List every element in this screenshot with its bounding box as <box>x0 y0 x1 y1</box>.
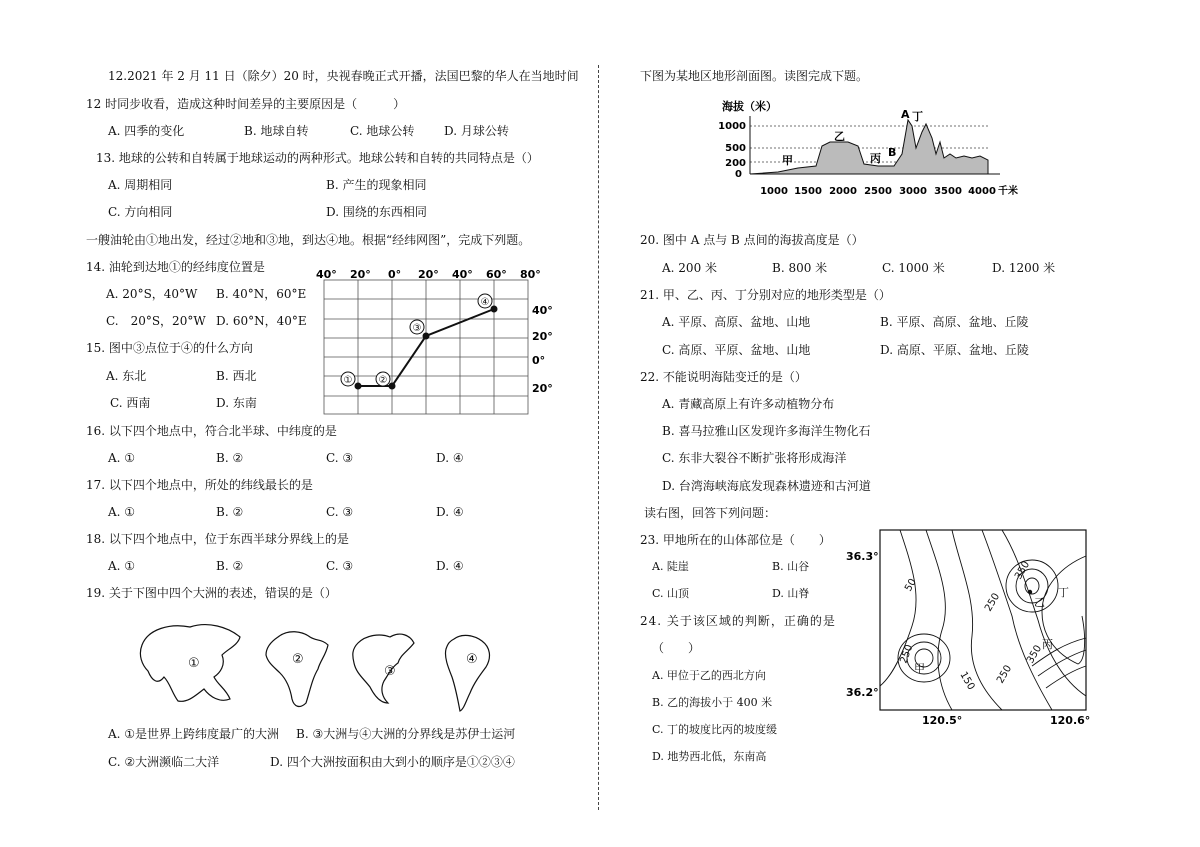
q22-option-b[interactable]: B. 喜马拉雅山区发现许多海洋生物化石 <box>662 424 871 438</box>
q12-option-c[interactable]: C. 地球公转 <box>350 124 415 138</box>
profile-xtick: 1500 <box>794 186 822 197</box>
profile-xtick: 3500 <box>934 186 962 197</box>
q21-option-c[interactable]: C. 高原、平原、盆地、山地 <box>662 343 811 357</box>
lon-labels <box>316 268 541 281</box>
q19-option-a[interactable]: A. ①是世界上跨纬度最广的大洲 <box>108 727 280 741</box>
q18-option-a[interactable]: A. ① <box>108 559 136 573</box>
contour-place-jia: 甲 <box>914 662 925 675</box>
q17-option-a[interactable]: A. ① <box>108 505 136 519</box>
q22-option-d[interactable]: D. 台湾海峡海底发现森林遗迹和古河道 <box>662 479 871 493</box>
q12-stem-line1: 12.2021 年 2 月 11 日（除夕）20 时，央视春晚正式开播，法国巴黎的华人在当地时间 <box>108 69 579 83</box>
continent-label-2: ② <box>292 652 304 667</box>
q23-stem: 23. 甲地所在的山体部位是（ ） <box>640 533 831 547</box>
lon-label: 40° <box>452 268 473 281</box>
q14-stem: 14. 油轮到达地①的经纬度位置是 <box>86 260 265 274</box>
lon-label: 20° <box>418 268 439 281</box>
q13-option-b[interactable]: B. 产生的现象相同 <box>326 178 427 192</box>
q14-option-d[interactable]: D. 60°N，40°E <box>216 314 307 328</box>
q22-stem: 22. 不能说明海陆变迁的是（） <box>640 370 807 384</box>
q15-option-d[interactable]: D. 东南 <box>216 396 257 410</box>
profile-ytick: 0 <box>735 169 742 180</box>
q17-option-c[interactable]: C. ③ <box>326 505 354 519</box>
lat-label: 40° <box>532 304 553 317</box>
lon-label: 0° <box>388 268 402 281</box>
profile-ytick: 1000 <box>718 121 746 132</box>
q24-option-a[interactable]: A. 甲位于乙的西北方向 <box>652 669 766 682</box>
q23-option-b[interactable]: B. 山谷 <box>772 560 810 573</box>
lon-label: 80° <box>520 268 541 281</box>
profile-xtick: 1000 <box>760 186 788 197</box>
q16-stem: 16. 以下四个地点中，符合北半球、中纬度的是 <box>86 424 337 438</box>
continent-label-1: ① <box>188 656 200 671</box>
profile-label-bing: 丙 <box>870 152 881 165</box>
grid-lines <box>324 280 528 414</box>
profile-ytick: 200 <box>725 158 746 169</box>
q20-option-d[interactable]: D. 1200 米 <box>992 261 1056 275</box>
q17-stem: 17. 以下四个地点中，所处的纬线最长的是 <box>86 478 313 492</box>
q18-option-d[interactable]: D. ④ <box>436 559 464 573</box>
q14-option-b[interactable]: B. 40°N，60°E <box>216 287 307 301</box>
q18-option-c[interactable]: C. ③ <box>326 559 354 573</box>
contour-lat-label: 36.3° <box>846 550 879 563</box>
q15-option-c[interactable]: C. 西南 <box>110 396 151 410</box>
q15-option-b[interactable]: B. 西北 <box>216 369 257 383</box>
q14-option-c[interactable]: C. 20°S，20°W <box>106 314 206 328</box>
q15-stem: 15. 图中③点位于④的什么方向 <box>86 341 253 355</box>
q18-option-b[interactable]: B. ② <box>216 559 244 573</box>
point-1-label: ① <box>343 375 353 386</box>
q20-option-a[interactable]: A. 200 米 <box>662 261 718 275</box>
q20-stem: 20. 图中 A 点与 B 点间的海拔高度是（） <box>640 233 864 247</box>
lat-lon-grid-figure <box>310 268 562 418</box>
profile-label-jia: 甲 <box>782 154 793 167</box>
lon-label: 40° <box>316 268 337 281</box>
q21-stem: 21. 甲、乙、丙、丁分别对应的地形类型是（） <box>640 288 891 302</box>
q21-option-d[interactable]: D. 高原、平原、盆地、丘陵 <box>880 343 1029 357</box>
q19-option-b[interactable]: B. ③大洲与④大洲的分界线是苏伊士运河 <box>296 727 516 741</box>
lon-label: 20° <box>350 268 371 281</box>
q24-paren: （ ） <box>652 641 701 655</box>
contour-value: 150 <box>957 670 977 693</box>
point-4-dot <box>491 306 498 313</box>
lat-label: 20° <box>532 330 553 343</box>
q21-option-a[interactable]: A. 平原、高原、盆地、山地 <box>662 315 811 329</box>
profile-label-b: B <box>888 146 897 159</box>
profile-ytick: 500 <box>725 143 746 154</box>
q15-option-a[interactable]: A. 东北 <box>106 369 147 383</box>
contour-lon-label: 120.5° <box>922 714 963 726</box>
africa-outline <box>266 632 328 707</box>
point-2-dot <box>389 383 396 390</box>
q24-option-d[interactable]: D. 地势西北低，东南高 <box>652 750 767 763</box>
point-3-label: ③ <box>412 323 422 334</box>
q18-stem: 18. 以下四个地点中，位于东西半球分界线上的是 <box>86 532 349 546</box>
profile-xtick: 2500 <box>864 186 892 197</box>
point-4-label: ④ <box>480 297 490 308</box>
q22-option-c[interactable]: C. 东非大裂谷不断扩张将形成海洋 <box>662 451 847 465</box>
q16-option-c[interactable]: C. ③ <box>326 451 354 465</box>
profile-ylabel: 海拔（米） <box>722 100 777 113</box>
contour-lat-label: 36.2° <box>846 686 879 699</box>
continent-label-3: ③ <box>384 664 396 679</box>
q13-stem: 13. 地球的公转和自转属于地球运动的两种形式。地球公转和自转的共同特点是（） <box>96 151 539 165</box>
profile-xtick: 3000 <box>899 186 927 197</box>
contour-place-bing: 丙 <box>1042 638 1053 651</box>
profile-label-a: A <box>901 108 910 121</box>
profile-label-yi: 乙 <box>834 130 845 143</box>
q17-option-d[interactable]: D. ④ <box>436 505 464 519</box>
q20-option-b[interactable]: B. 800 米 <box>772 261 828 275</box>
intro-14: 一艘油轮由①地出发，经过②地和③地，到达④地。根据“经纬网图”，完成下列题。 <box>86 233 531 247</box>
contour-value: 250 <box>898 643 916 666</box>
q24-option-c[interactable]: C. 丁的坡度比丙的坡度缓 <box>652 723 778 736</box>
q23-option-c[interactable]: C. 山顶 <box>652 587 690 600</box>
contour-place-ding: 丁 <box>1058 586 1069 599</box>
lon-label: 60° <box>486 268 507 281</box>
q20-option-c[interactable]: C. 1000 米 <box>882 261 945 275</box>
q12-option-a[interactable]: A. 四季的变化 <box>108 124 185 138</box>
q12-stem-line2: 12 时同步收看，造成这种时间差异的主要原因是（ ） <box>86 97 406 111</box>
south-america-outline <box>445 635 489 711</box>
contour-value: 350 <box>1025 643 1045 666</box>
column-divider <box>598 65 599 810</box>
q13-option-a[interactable]: A. 周期相同 <box>108 178 173 192</box>
intro-23: 读右图，回答下列问题： <box>644 506 777 520</box>
q24-option-b[interactable]: B. 乙的海拔小于 400 米 <box>652 696 773 709</box>
contour-map-figure <box>842 526 1092 726</box>
q21-option-b[interactable]: B. 平原、高原、盆地、丘陵 <box>880 315 1029 329</box>
q22-option-a[interactable]: A. 青藏高原上有许多动植物分布 <box>662 397 835 411</box>
lat-labels <box>532 304 553 395</box>
contour-place-yi: 乙 <box>1034 596 1045 609</box>
point-2-label: ② <box>378 375 388 386</box>
contour-value: 350 <box>1013 559 1033 582</box>
q16-option-a[interactable]: A. ① <box>108 451 136 465</box>
terrain-profile-figure <box>718 96 1028 202</box>
q13-option-c[interactable]: C. 方向相同 <box>108 205 173 219</box>
q19-option-c[interactable]: C. ②大洲濒临二大洋 <box>108 755 220 769</box>
profile-xunit: 千米 <box>998 186 1018 197</box>
lat-label: 20° <box>532 382 553 395</box>
q13-option-d[interactable]: D. 围绕的东西相同 <box>326 205 427 219</box>
profile-xtick: 4000 <box>968 186 996 197</box>
q17-option-b[interactable]: B. ② <box>216 505 244 519</box>
q12-option-d[interactable]: D. 月球公转 <box>444 124 509 138</box>
continent-label-4: ④ <box>466 652 478 667</box>
profile-xtick: 2000 <box>829 186 857 197</box>
contour-value: 250 <box>983 591 1003 614</box>
q16-option-d[interactable]: D. ④ <box>436 451 464 465</box>
q23-option-a[interactable]: A. 陡崖 <box>652 560 689 573</box>
profile-label-ding: 丁 <box>912 110 923 123</box>
contour-value: 50 <box>903 576 919 594</box>
q14-option-a[interactable]: A. 20°S，40°W <box>106 287 198 301</box>
point-1-dot <box>355 383 362 390</box>
contour-value: 250 <box>995 663 1015 686</box>
q19-option-d[interactable]: D. 四个大洲按面积由大到小的顺序是①②③④ <box>270 755 515 769</box>
continents-figure <box>130 615 530 715</box>
q19-stem: 19. 关于下图中四个大洲的表述，错误的是（） <box>86 586 337 600</box>
q23-option-d[interactable]: D. 山脊 <box>772 587 810 600</box>
q12-option-b[interactable]: B. 地球自转 <box>244 124 309 138</box>
lat-label: 0° <box>532 354 546 367</box>
intro-20: 下图为某地区地形剖面图。读图完成下题。 <box>640 69 869 83</box>
q16-option-b[interactable]: B. ② <box>216 451 244 465</box>
point-3-dot <box>423 333 430 340</box>
q24-stem: 24. 关于该区域的判断，正确的是 <box>640 614 836 628</box>
contour-point-yi <box>1028 590 1032 594</box>
contour-lon-label: 120.6° <box>1050 714 1091 726</box>
